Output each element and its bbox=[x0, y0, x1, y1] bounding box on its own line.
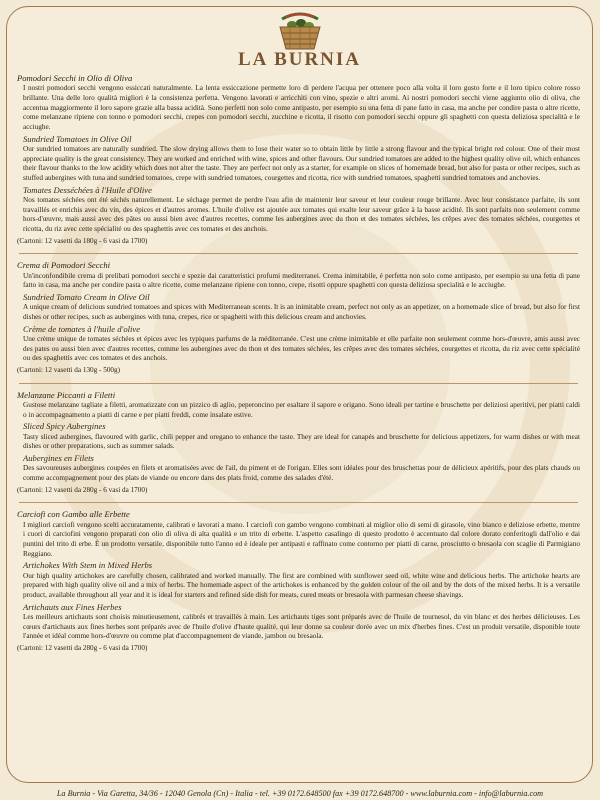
description-paragraph: Une crème unique de tomates séchées et épices avec les typiques parfums de la méditerranée. C'est une crème inimitable et elle parfaite non seulement comme hors-d'œuvre, amis aussi avec des pates ou aussi bien avec d'autres recettes, comme les aubergines avec du thon et des tomates séchées, les crêpes avec des tomates séchées, courgettes et ricotta, du riz avec cette spécialité ou des spaghettis avec ces tomates et des anchois. bbox=[23, 335, 580, 363]
translation-heading: Sliced Spicy Aubergines bbox=[23, 421, 106, 432]
page-frame bbox=[6, 6, 593, 783]
description-paragraph: Un'inconfondibile crema di prelibati pomodori secchi e spezie dai caratteristici profumi mediterranei. Crema inimitabile, é perfetta non solo come antipasto, per esempio su una fetta di pane fatto in casa, ma anche per condire pasta o altre ricette, come melanzane ripiene con tonno, crepe, risotti oppure spaghetti con questa deliziosa specialità e le acciughe. bbox=[23, 271, 580, 290]
description-paragraph: I nostri pomodori secchi vengono essiccati naturalmente. La lenta essiccazione permette loro di perdere l'acqua per ottenere poco alla volta il loro gusto forte e il loro tipico colore rosso brillante. Una delle loro qualità migliori è la consistenza perfetta. Vengono lavorati e arricchiti con vino, spezie e altri aromi. Ai nostri pomodori secchi viene aggiunto olio di oliva, che accentua maggiormente il loro sapore grazie alla bassa acidità. Sono perfetti non solo come antipasto, per esempio su una fetta di pane fatto in casa, ma anche per condire pasta o altre ricette, come melanzane ripiene con tonno e pomodori secchi, crepes con pomodori secchi, zucchine e ricotta, il risotto con pomodori secchi oppure gli spaghetti con questa deliziosa specialità e le acciughe. bbox=[23, 84, 580, 131]
description-paragraph: Des savoureuses aubergines coupées en filets et aromatisées avec de l'ail, du piment et de l'origan. Elles sont idéales pour des bruschettas pour de délicieux apéritifs, pour des plats chauds ou comme accompagnement pour des plats de viande ou encore dans des plats froid, comme des salades d'été. bbox=[23, 464, 580, 482]
product-list bbox=[17, 73, 580, 660]
brand-name: LA BURNIA bbox=[237, 49, 362, 70]
packaging-note: (Cartoni: 12 vasetti da 280g - 6 vasi da 1700) bbox=[17, 643, 148, 652]
description-paragraph: Les meilleurs artichauts sont choisis minutieusement, calibrés et travaillés à main. Les artichauts tiges sont préparés avec de l'huile de tournesol, du vin blanc et des herbes délicieuses. Les cœurs d'artichauts aux fines herbes sont préparés avec de l'huile d'olive d'haute qualité, qui leur donne sa couleur dorée avec un mix d'herbes fines. C'est un produit versatile, disponible toute l'année et idéal comme hors-d'œuvre ou comme plat d'accompagnement de viande, jambon ou bresaola. bbox=[23, 612, 580, 641]
product-title: Melanzane Piccanti a Filetti bbox=[17, 389, 116, 400]
product-section bbox=[17, 73, 580, 246]
packaging-note: (Cartoni: 12 vasetti da 280g - 6 vasi da 1700) bbox=[17, 485, 148, 494]
packaging-note: (Cartoni: 12 vasetti da 180g - 6 vasi da 1700) bbox=[17, 236, 148, 245]
product-title: Pomodori Secchi in Olio di Oliva bbox=[17, 73, 133, 83]
logo bbox=[7, 6, 592, 75]
product-section bbox=[17, 260, 580, 375]
section-divider bbox=[19, 253, 578, 254]
product-section bbox=[17, 390, 580, 496]
packaging-note: (Cartoni: 12 vasetti da 130g - 500g) bbox=[17, 365, 121, 374]
description-paragraph: Our high quality artichokes are carefully chosen, calibrated and worked manually. The first are combined with sunflower seed oil, white wine and delicious herbs. The artichoke hearts are prepared with high quality olive oil and a mix of herbs. The homemade aspect of the artichokes is enhanced by the golden colour of the oil and by the dots of the mixed herbs. It is a versatile product, available throughout all year and it is ideal for starters and refined side dish for meats, cured meats or bresaola with parmesan cheese shavings. bbox=[23, 571, 580, 599]
translation-heading: Artichauts aux Fines Herbes bbox=[23, 601, 122, 612]
translation-heading: Tomates Desséchées à l'Huile d'Olive bbox=[23, 184, 152, 195]
description-paragraph: Tasty sliced aubergines, flavoured with garlic, chili pepper and oregano to enhance the taste. They are ideal for canapés and bruschette for delicious appetizers, for warm dishes or with meat dishes or other preparations, such as summer salads. bbox=[23, 432, 580, 451]
translation-heading: Artichokes With Stem in Mixed Herbs bbox=[23, 560, 153, 571]
product-title: Crema di Pomodori Secchi bbox=[17, 260, 111, 271]
translation-heading: Sundried Tomatoes in Olive Oil bbox=[23, 133, 132, 144]
description-paragraph: A unique cream of delicious sundried tomatoes and spices with Mediterranean scents. It is an inimitable cream, perfect not only as an appetizer, on a homemade slice of bread, but also for first dishes or other recipes, such as aubergines with tuna, crepes, rice or spaghetti with this delicious cream and anchovies. bbox=[23, 303, 580, 321]
product-title: Carciofi con Gambo alle Erbette bbox=[17, 509, 130, 520]
product-section bbox=[17, 509, 580, 653]
description-paragraph: I migliori carciofi vengono scelti accuratamente, calibrati e lavorati a mano. I carciofi con gambo vengono combinati al miglior olio di semi di girasole, vino bianco e deliziose erbette, mentre i cuori di carciofini vengono preparati con olio di oliva di alta qualità e un trito di erbette. L'aspetto casalingo di questo prodotto è accentuato dal colore dorato conferitogli dall'olio e dai puntini del trito di erbe. È un prodotto versatile, disponibile tutto l'anno ed è ideale per antipasti e raffinato come contorno per piatti di carne, prosciutto o bresaola con scaglie di Parmigiano Reggiano. bbox=[23, 520, 580, 558]
translation-heading: Crème de tomates à l'huile d'olive bbox=[23, 323, 141, 334]
description-paragraph: Gustose melanzane tagliate a filetti, aromatizzate con un pizzico di aglio, peperoncino per esaltare il sapore e origano. Sono ideali per tartine e bruschette per deliziosi aperitivi, per piatti caldi o in accompagnamento a piatti di carne e per piatti freddi, come insalate estive. bbox=[23, 400, 580, 419]
description-paragraph: Nos tomates séchées ont été séchés naturellement. Le séchage permet de perdre l'eau afin de maintenir leur saveur et leur couleur rouge brillante. Avec leur consistance parfaite, ils sont travaillés et enrichis avec du vin, des épices et d'autres aromes. L'huile d'olive est ajoutée aux tomates qui exalte leur saveur grâce à la basse acidité. Ils sont parfaits non seulement comme hors-d'œuvre, mais aussi avec des pâtes ou aussi bien avec d'autres recettes, comme les aubergines avec du thon et des tomates séchées, les crêpes avec des tomates séchées, courgettes et ricotta, du riz avec cette spécialité ou des spaghettis avec ces tomates et des anchois. bbox=[23, 196, 580, 233]
section-divider bbox=[19, 502, 578, 503]
olive-basket-icon bbox=[270, 9, 330, 51]
translation-heading: Aubergines en Filets bbox=[23, 452, 94, 463]
section-divider bbox=[19, 383, 578, 384]
footer-contact: La Burnia - Via Garetta, 34/36 - 12040 Genola (Cn) - Italia - tel. +39 0172.648500 fax +39 0172.648700 - www.laburnia.com - info@laburnia.com bbox=[56, 789, 544, 798]
description-paragraph: Our sundried tomatoes are naturally sundried. The slow drying allows them to lose their water so to obtain little by little a strong flavour and the typical bright red colour. One of their most appreciate quality is the great consistency. They are worked and enriched with wine, spices and other flavours. Our sundried tomatoes are added to the highest quality olive oil, which enhances their flavour thanks to the low acidity which does not alter the taste. They are perfect not only as a starter, for example on slices of homemade bread, but also for pasta or other recipes, such as stuffed aubergines with tuna and sundried tomatoes, crepe with sundried tomatoes, courgettes and ricotta, rice with sundried tomatoes, spaghetti sundried tomatoes and anchovies. bbox=[23, 145, 580, 182]
translation-heading: Sundried Tomato Cream in Olive Oil bbox=[23, 291, 150, 302]
